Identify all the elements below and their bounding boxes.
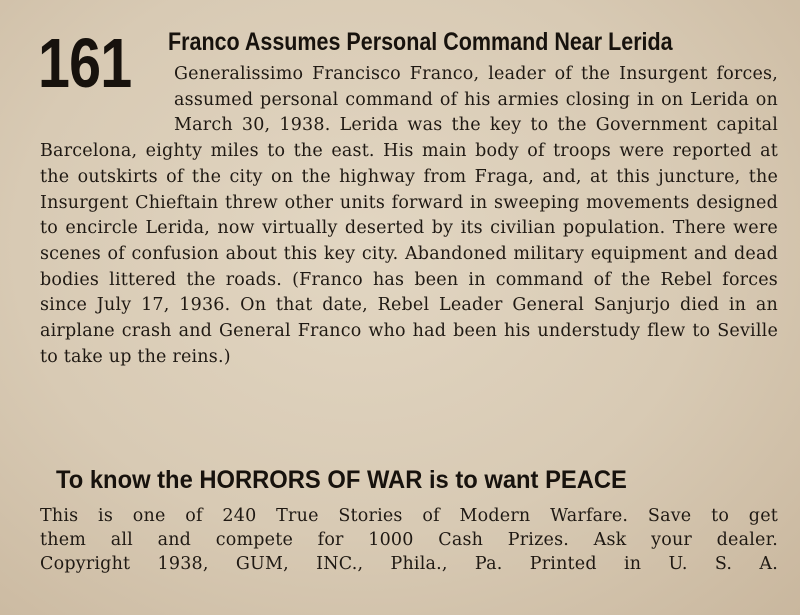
- footer-line: them all and compete for 1000 Cash Prizes. Ask your dealer.: [40, 530, 778, 550]
- footer-text: [40, 504, 778, 576]
- footer-line: This is one of 240 True Stories of Modern Warfare. Save to get: [40, 506, 778, 526]
- number-space: [40, 62, 174, 114]
- card-number: 161: [38, 24, 132, 102]
- copyright-line: Copyright 1938, GUM, INC., Phila., Pa. Printed in U. S. A.: [40, 554, 778, 574]
- card-title: Franco Assumes Personal Command Near Lerida: [168, 28, 673, 56]
- story-text: Generalissimo Francisco Franco, leader of the Insurgent forces, assumed personal command of his armies closing in on Lerida on March 30, 1938. Lerida was the key to the Government capital Barcelona, eighty miles to the east. His main body of troops were reported at the outskirts of the city on the highway from Fraga, and, at this juncture, the Insurgent Chieftain threw other units forward in sweeping movements designed to encircle Lerida, now virtually deserted by its civilian population. There were scenes of confusion about this key city. Abandoned military equipment and dead bodies littered the roads. (Franco has been in command of the Rebel forces since July 17, 1936. On that date, Rebel Leader General Sanjurjo died in an airplane crash and General Franco who had been his understudy flew to Seville to take up the reins.): [40, 64, 778, 367]
- peace-slogan: To know the HORRORS OF WAR is to want PEACE: [56, 466, 627, 494]
- story-text-block: [40, 62, 778, 370]
